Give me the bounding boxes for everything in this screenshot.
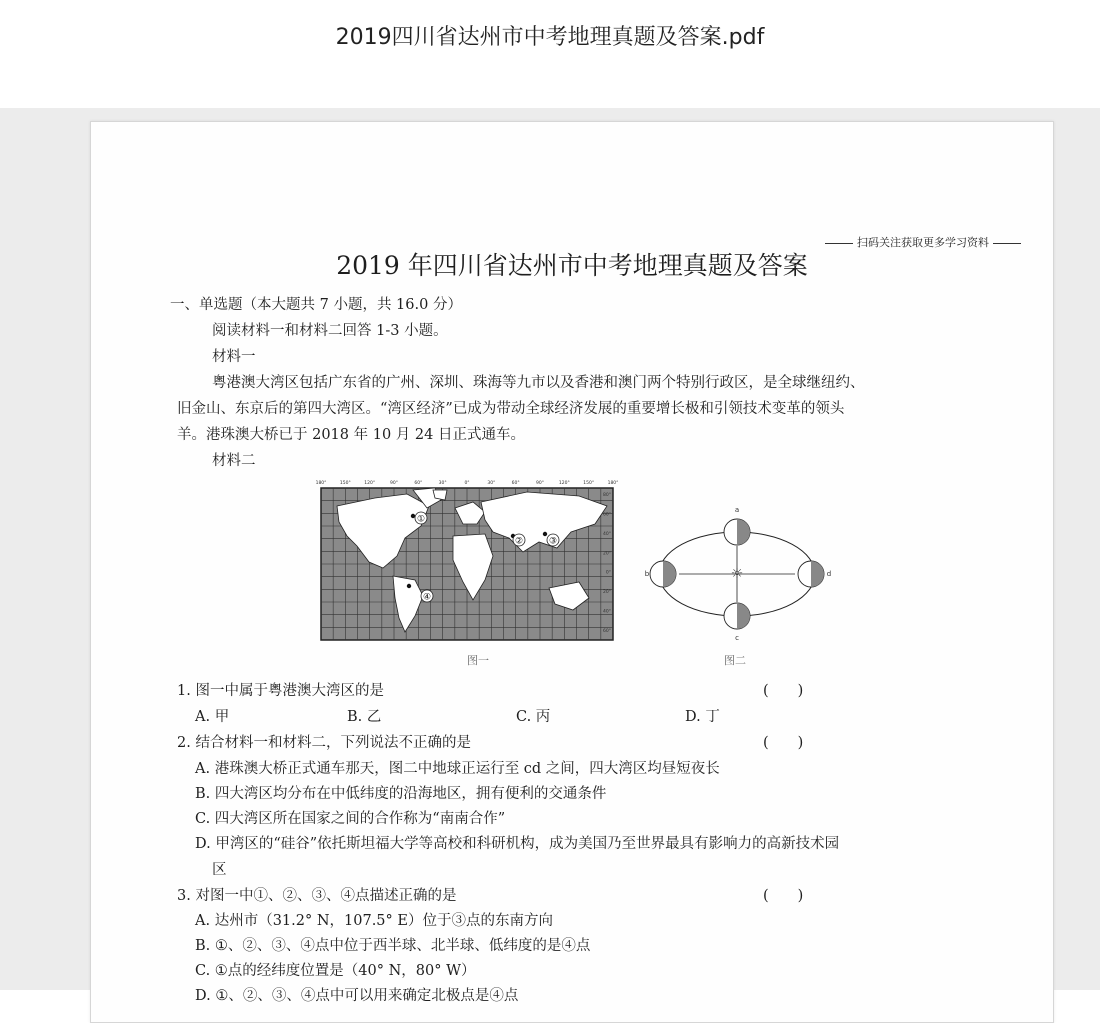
- question-1-option-c: C. 丙: [516, 709, 551, 725]
- watermark-rule-left: [825, 243, 853, 244]
- figure1-caption: 图一: [467, 654, 489, 667]
- figure1-world-map: [317, 476, 621, 646]
- orbit-position-a: a: [734, 506, 740, 514]
- question-2-option-d: D. 甲湾区的“硅谷”依托斯坦福大学等高校和科研机构，成为美国乃至世界最具有影响力的高新技术园: [195, 836, 840, 852]
- question-3-option-d: D. ①、②、③、④点中可以用来确定北极点是④点: [195, 988, 519, 1004]
- map-latitude-tick: 40°: [603, 609, 611, 615]
- map-latitude-tick: 20°: [603, 590, 611, 596]
- map-longitude-tick: 90°: [390, 481, 398, 486]
- orbit-position-b: b: [644, 570, 650, 578]
- world-map-svg: [317, 476, 621, 646]
- question-3-option-b: B. ①、②、③、④点中位于西半球、北半球、低纬度的是④点: [195, 938, 591, 954]
- pdf-page: [90, 121, 1054, 1023]
- figure2-orbit-diagram: [643, 498, 833, 648]
- figure2-caption: 图二: [724, 654, 746, 667]
- file-title: 2019四川省达州市中考地理真题及答案.pdf: [335, 25, 765, 50]
- map-longitude-tick: 120°: [364, 481, 376, 486]
- question-2-option-b: B. 四大湾区均分布在中低纬度的沿海地区，拥有便利的交通条件: [195, 786, 607, 802]
- map-marker-1: ①: [416, 514, 426, 525]
- map-longitude-tick: 150°: [583, 481, 595, 486]
- instruction-text: 阅读材料一和材料二回答 1-3 小题。: [212, 323, 448, 339]
- map-latitude-tick: 60°: [603, 629, 611, 634]
- material1-line: 粤港澳大湾区包括广东省的广州、深圳、珠海等九市以及香港和澳门两个特别行政区，是全球继纽约、: [212, 375, 865, 391]
- map-longitude-tick: 60°: [414, 481, 423, 486]
- map-latitude-tick: 40°: [603, 531, 611, 537]
- map-latitude-tick: 0°: [605, 570, 611, 576]
- question-3-stem: 3. 对图一中①、②、③、④点描述正确的是: [177, 888, 457, 904]
- orbit-position-d: d: [826, 570, 832, 578]
- material1-line: 旧金山、东京后的第四大湾区。“湾区经济”已成为带动全球经济发展的重要增长极和引领技术变革的领头: [177, 401, 845, 417]
- map-latitude-tick: 80°: [603, 493, 611, 498]
- map-latitude-tick: 60°: [603, 512, 611, 518]
- question-3-option-a: A. 达州市（31.2° N，107.5° E）位于③点的东南方向: [195, 913, 553, 929]
- orbit-position-c: c: [735, 634, 739, 642]
- material1-line: 羊。港珠澳大桥已于 2018 年 10 月 24 日正式通车。: [177, 427, 525, 443]
- map-longitude-tick: 0°: [464, 481, 470, 486]
- pdf-viewer[interactable]: [0, 108, 1100, 1004]
- map-longitude-tick: 180°: [315, 481, 327, 486]
- map-longitude-tick: 150°: [339, 481, 351, 486]
- map-marker-2: ②: [514, 536, 524, 547]
- map-longitude-tick: 60°: [511, 481, 520, 486]
- map-longitude-tick: 180°: [607, 481, 619, 486]
- question-1-stem: 1. 图一中属于粤港澳大湾区的是: [177, 683, 384, 699]
- map-marker-3: ③: [548, 536, 558, 547]
- watermark-text: 扫码关注获取更多学习资料: [857, 236, 989, 249]
- map-longitude-tick: 30°: [487, 481, 496, 486]
- question-1-answer-paren: ( ): [763, 683, 804, 699]
- material2-label: 材料二: [212, 453, 256, 469]
- map-latitude-tick: 20°: [603, 551, 611, 557]
- question-2-option-c: C. 四大湾区所在国家之间的合作称为“南南合作”: [195, 811, 506, 827]
- question-1-option-d: D. 丁: [685, 709, 720, 725]
- question-1-option-b: B. 乙: [347, 709, 382, 725]
- file-header: [0, 0, 1100, 108]
- question-3-answer-paren: ( ): [763, 888, 804, 904]
- orbit-svg: [643, 498, 833, 648]
- question-1-option-a: A. 甲: [195, 709, 230, 725]
- question-2-answer-paren: ( ): [763, 735, 804, 751]
- question-2-option-d-wrap: 区: [212, 862, 227, 878]
- question-2-stem: 2. 结合材料一和材料二，下列说法不正确的是: [177, 735, 471, 751]
- question-2-option-a: A. 港珠澳大桥正式通车那天，图二中地球正运行至 cd 之间，四大湾区均昼短夜长: [195, 761, 720, 777]
- map-longitude-tick: 30°: [438, 481, 447, 486]
- map-marker-4: ④: [422, 592, 432, 603]
- map-longitude-tick: 120°: [558, 481, 570, 486]
- section-heading: 一、单选题（本大题共 7 小题，共 16.0 分）: [170, 297, 462, 313]
- document-title: 2019 年四川省达州市中考地理真题及答案: [336, 251, 808, 280]
- watermark-rule-right: [993, 243, 1021, 244]
- question-3-option-c: C. ①点的经纬度位置是（40° N，80° W）: [195, 963, 476, 979]
- material1-label: 材料一: [212, 349, 256, 365]
- map-longitude-tick: 90°: [536, 481, 544, 486]
- sun-icon: ☼: [730, 566, 744, 582]
